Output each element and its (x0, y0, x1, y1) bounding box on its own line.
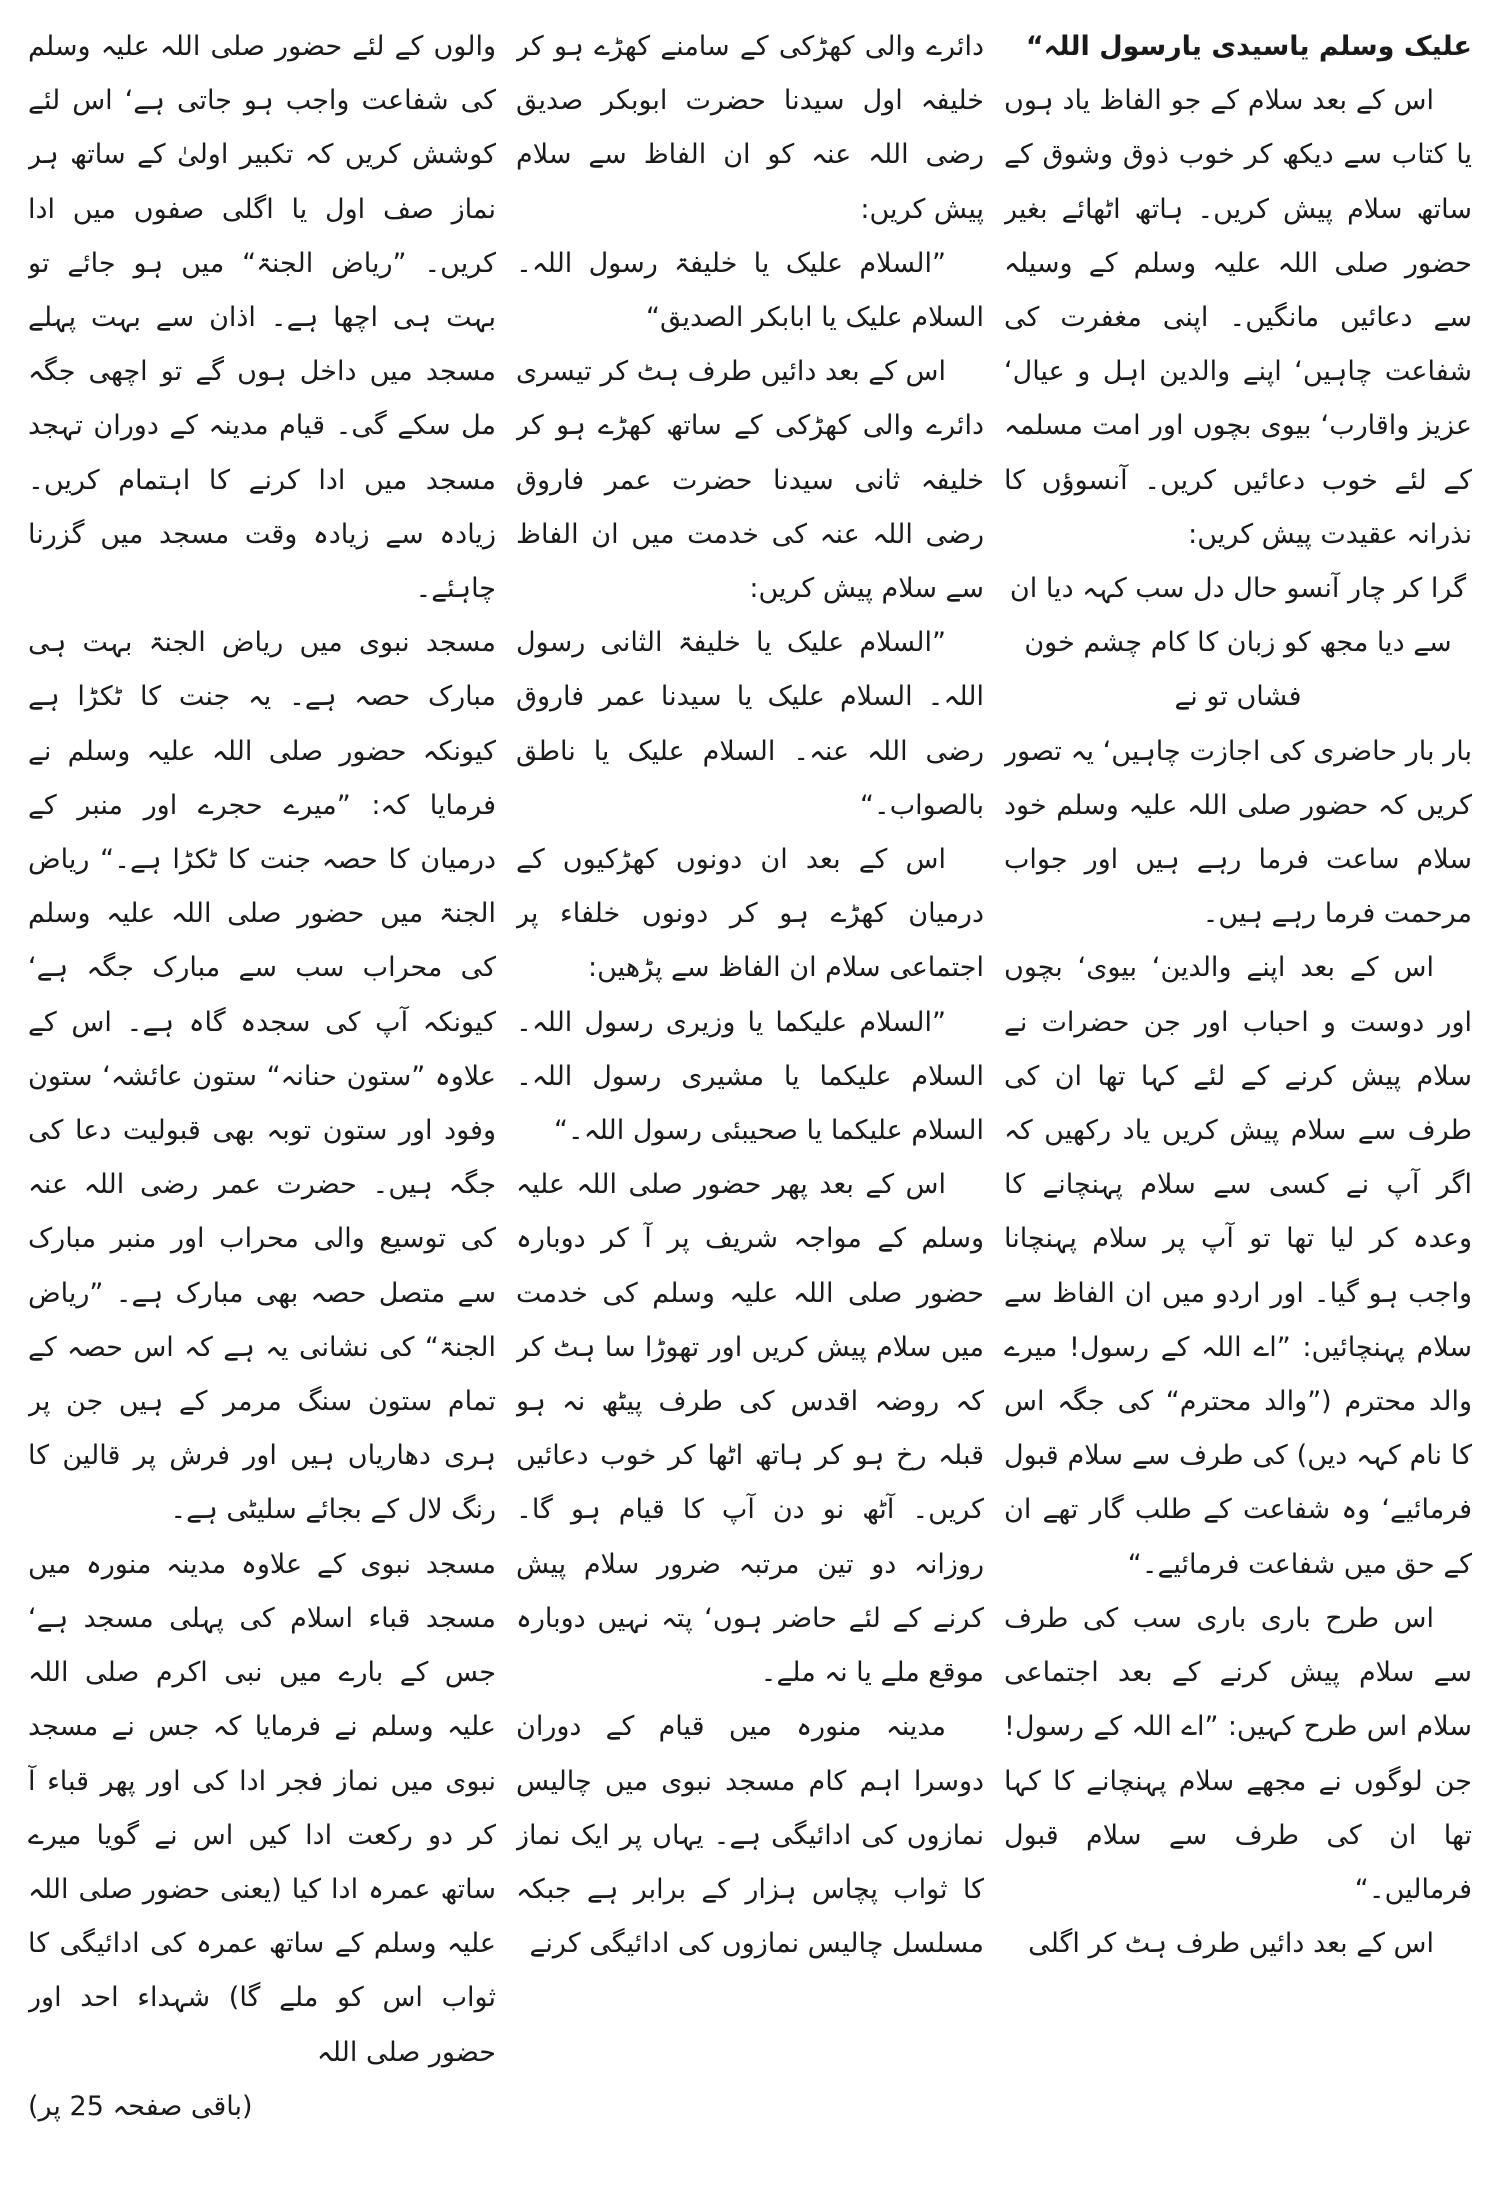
column-middle (516, 20, 984, 2180)
paragraph: والوں کے لئے حضور صلی اللہ علیہ وسلم کی شفاعت واجب ہو جاتی ہے‘ اس لئے کوشش کریں کہ تکبیر اولیٰ کے ساتھ ہر نماز صف اول یا اگلی صفوں میں ادا کریں۔ ”ریاض الجنۃ“ میں ہو جائے تو بہت ہی اچھا ہے۔ اذان سے بہت پہلے مسجد میں داخل ہوں گے تو اچھی جگہ مل سکے گی۔ قیام مدینہ کے دوران تہجد مسجد میں ادا کرنے کا اہتمام کریں۔ زیادہ سے زیادہ وقت مسجد میں گزرنا چاہئے۔ (28, 31, 496, 605)
salutation-text: ”السلام علیکما یا وزیری رسول اللہ۔ السلام علیکما یا مشیری رسول اللہ۔ السلام علیکما یا صحیبئی رسول اللہ۔“ (516, 1006, 984, 1147)
paragraph: اس کے بعد اپنے والدین‘ بیوی‘ بچوں اور دوست و احباب اور جن حضرات نے سلام پیش کرنے کے لئے کہا تھا ان کی طرف سے سلام پیش کریں یاد رکھیں کہ اگر آپ نے کسی سے سلام پہنچانے کا وعدہ کر لیا تھا تو آپ پر سلام پہنچانا واجب ہو گیا۔ اور اردو میں ان الفاظ سے سلام پہنچائیں: ”اے اللہ کے رسول! میرے والد محترم (”والد محترم“ کی جگہ اس کا نام کہہ دیں) کی طرف سے سلام قبول فرمائیے‘ وہ شفاعت کے طلب گار تھے ان کے حق میں شفاعت فرمائیے۔“ (1004, 952, 1472, 1580)
column-right (1004, 20, 1472, 2180)
paragraph: مسجد نبوی میں ریاض الجنۃ بہت ہی مبارک حصہ ہے۔ یہ جنت کا ٹکڑا ہے کیونکہ حضور صلی اللہ علیہ وسلم نے فرمایا کہ: ”میرے حجرے اور منبر کے درمیان کا حصہ جنت کا ٹکڑا ہے۔“ ریاض الجنۃ میں حضور صلی اللہ علیہ وسلم کی محراب سب سے مبارک جگہ ہے‘ کیونکہ آپ کی سجدہ گاہ ہے۔ اس کے علاوہ ”ستون حنانہ“ ستون عائشہ‘ ستون وفود اور ستون توبہ بھی قبولیت دعا کی جگہ ہیں۔ حضرت عمر رضی اللہ عنہ کی توسیع والی محراب اور منبر مبارک سے متصل حصہ بھی مبارک ہے۔ ”ریاض الجنۃ“ کی نشانی یہ ہے کہ اس حصہ کے تمام ستون سنگ مرمر کے ہیں جن پر ہری دھاریاں ہیں اور فرش پر قالین کا رنگ لال کے بجائے سلیٹی ہے۔ (28, 627, 496, 1526)
column-left (28, 20, 496, 2180)
paragraph: دائرے والی کھڑکی کے سامنے کھڑے ہو کر خلیفہ اول سیدنا حضرت ابوبکر صدیق رضی اللہ عنہ کو ان الفاظ سے سلام پیش کریں: (516, 31, 984, 225)
paragraph: اس کے بعد پھر حضور صلی اللہ علیہ وسلم کے مواجہ شریف پر آ کر دوبارہ حضور صلی اللہ علیہ وسلم کی خدمت میں سلام پیش کریں اور تھوڑا سا ہٹ کر کہ روضہ اقدس کی طرف پیٹھ نہ ہو قبلہ رخ ہو کر ہاتھ اٹھا کر خوب دعائیں کریں۔ آٹھ نو دن آپ کا قیام ہو گا۔ روزانہ دو تین مرتبہ ضرور سلام پیش کرنے کے لئے حاضر ہوں‘ پتہ نہیں دوبارہ موقع ملے یا نہ ملے۔ (516, 1169, 984, 1689)
salutation-text: ”السلام علیک یا خلیفۃ رسول اللہ۔ السلام علیک یا ابابکر الصدیق“ (516, 247, 984, 334)
salutation-text: ”السلام علیک یا خلیفۃ الثانی رسول اللہ۔ السلام علیک یا سیدنا عمر فاروق رضی اللہ عنہ۔ السلام علیک یا ناطق بالصواب۔“ (516, 627, 984, 821)
salutation-heading: علیک وسلم یاسیدی یارسول اللہ“ (1025, 31, 1472, 62)
paragraph: بار بار حاضری کی اجازت چاہیں‘ یہ تصور کریں کہ حضور صلی اللہ علیہ وسلم خود سلام ساعت فرما رہے ہیں اور جواب مرحمت فرما رہے ہیں۔ (1004, 735, 1472, 930)
paragraph: اس طرح باری باری سب کی طرف سے سلام پیش کرنے کے بعد اجتماعی سلام اس طرح کہیں: ”اے اللہ کے رسول! جن لوگوں نے مجھے سلام پہنچانے کا کہا تھا ان کی طرف سے سلام قبول فرمالیں۔“ (1004, 1602, 1472, 1905)
paragraph: مدینہ منورہ میں قیام کے دوران دوسرا اہم کام مسجد نبوی میں چالیس نمازوں کی ادائیگی ہے۔ یہاں پر ایک نماز کا ثواب پچاس ہزار کے برابر ہے جبکہ مسلسل چالیس نمازوں کی ادائیگی کرنے (516, 1711, 984, 1960)
continued-note: (باقی صفحہ 25 پر) (28, 2090, 253, 2122)
paragraph: اس کے بعد دائیں طرف ہٹ کر تیسری دائرے والی کھڑکی کے ساتھ کھڑے ہو کر خلیفہ ثانی سیدنا حضرت عمر فاروق رضی اللہ عنہ کی خدمت میں ان الفاظ سے سلام پیش کریں: (516, 356, 984, 605)
paragraph: مسجد نبوی کے علاوہ مدینہ منورہ میں مسجد قباء اسلام کی پہلی مسجد ہے‘ جس کے بارے میں نبی اکرم صلی اللہ علیہ وسلم نے فرمایا کہ جس نے مسجد نبوی میں نماز فجر ادا کی اور پھر قباء آ کر دو رکعت ادا کیں اس نے گویا میرے ساتھ عمرہ ادا کیا (یعنی حضور صلی اللہ علیہ وسلم کے ساتھ عمرہ کی ادائیگی کا ثواب اس کو ملے گا) شہداء احد اور حضور صلی اللہ (28, 1548, 496, 2068)
poetry-verse: گرا کر چار آنسو حال دل سب کہہ دیا ان سے دیا مجھ کو زبان کا کام چشم خون فشاں تو نے (1009, 573, 1467, 713)
paragraph: اس کے بعد دائیں طرف ہٹ کر اگلی (1028, 1928, 1434, 1960)
newspaper-page (28, 20, 1472, 2180)
paragraph: اس کے بعد ان دونوں کھڑکیوں کے درمیان کھڑے ہو کر دونوں خلفاء پر اجتماعی سلام ان الفاظ سے پڑھیں: (516, 844, 984, 984)
paragraph: اس کے بعد سلام کے جو الفاظ یاد ہوں یا کتاب سے دیکھ کر خوب ذوق وشوق کے ساتھ سلام پیش کریں۔ ہاتھ اٹھائے بغیر حضور صلی اللہ علیہ وسلم کے وسیلہ سے دعائیں مانگیں۔ اپنی مغفرت کی شفاعت چاہیں‘ اپنے والدین اہل و عیال‘ عزیز واقارب‘ بیوی بچوں اور امت مسلمہ کے لئے خوب دعائیں کریں۔ آنسوؤں کا نذرانہ عقیدت پیش کریں: (1004, 85, 1472, 550)
